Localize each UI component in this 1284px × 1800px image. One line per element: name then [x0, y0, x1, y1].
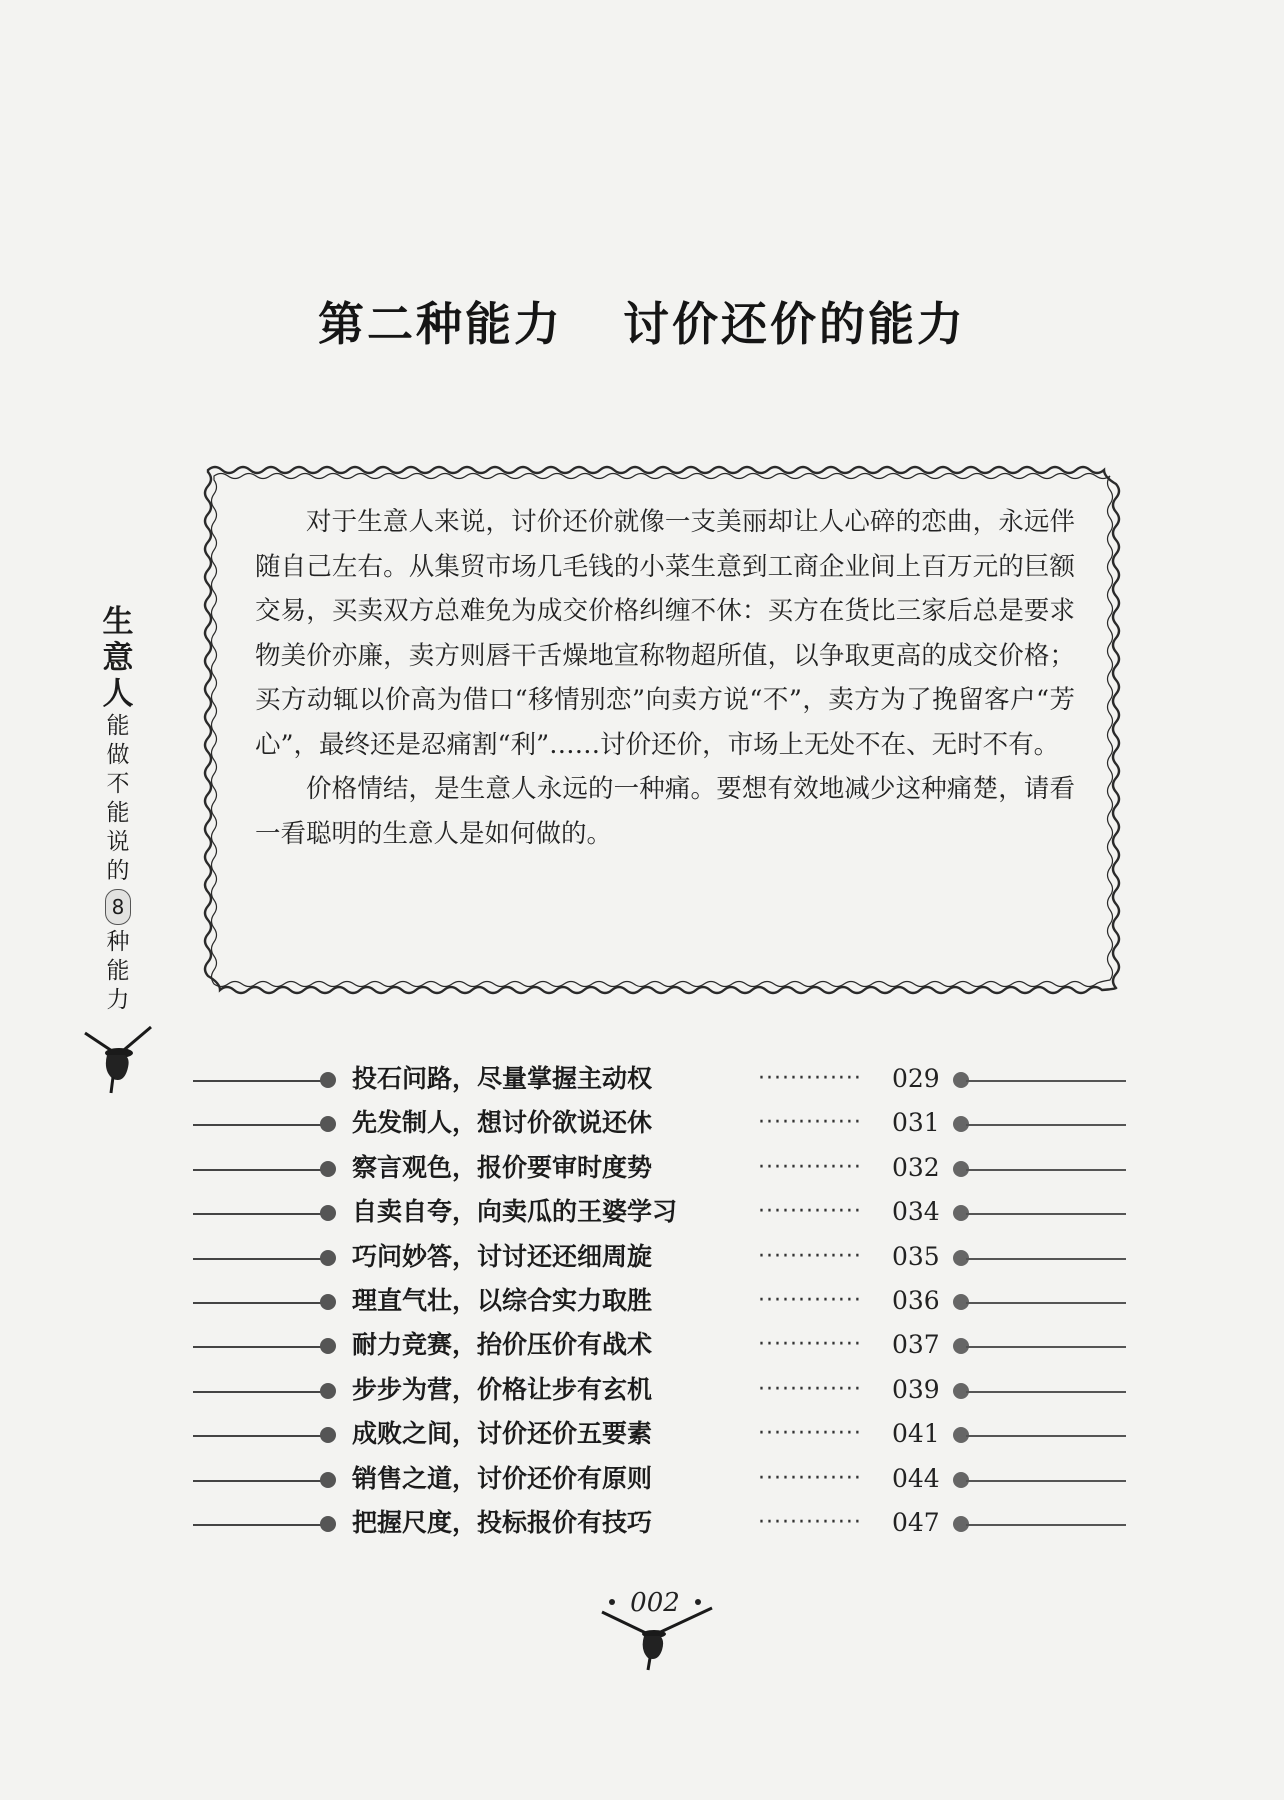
toc-leader: ·············	[758, 1288, 862, 1313]
toc-entry[interactable]	[0, 1059, 1284, 1103]
page-footer	[590, 1588, 720, 1678]
toc-rule-left	[193, 1169, 323, 1171]
toc-entry[interactable]	[0, 1414, 1284, 1458]
toc-rule-right	[966, 1258, 1126, 1260]
toc-page-number: 036	[892, 1286, 940, 1315]
toc-rule-right	[966, 1213, 1126, 1215]
toc-title: 察言观色，报价要审时度势	[352, 1152, 653, 1182]
bullet-dot-icon	[320, 1205, 336, 1221]
toc-title: 先发制人，想讨价欲说还休	[352, 1108, 653, 1138]
toc-title: 投石问路，尽量掌握主动权	[352, 1064, 653, 1093]
toc-page-number: 034	[892, 1197, 940, 1227]
toc-leader: ·············	[758, 1510, 862, 1535]
page-number: 002	[630, 1588, 680, 1618]
toc-title: 步步为营，价格让步有玄机	[352, 1374, 653, 1404]
book-series-title	[96, 604, 140, 1095]
toc-title: 理直气壮，以综合实力取胜	[352, 1286, 653, 1315]
intro-paragraph-1: 对于生意人来说，讨价还价就像一支美丽却让人心碎的恋曲，永远伴随自己左右。从集贸市场几毛钱的小菜生意到工商企业间上百万元的巨额交易，买卖双方总难免为成交价格纠缠不休：买方在货比三家后总是要求物美价亦廉，卖方则唇干舌燥地宣称物超所值，以争取更高的成交价格；买方动辄以价高为借口“移情别恋”向卖方说“不”，卖方为了挽留客户“芳心”，最终还是忍痛割“利”……讨价还价，市场上无处不在、无时不有。	[255, 507, 1075, 760]
toc-rule-right	[966, 1080, 1126, 1082]
toc-leader: ·············	[758, 1243, 862, 1269]
spine-char: 说	[106, 829, 130, 855]
toc-rule-right	[966, 1524, 1126, 1526]
toc-rule-left	[193, 1346, 323, 1348]
toc-page-number: 032	[892, 1152, 940, 1182]
intro-paragraph-2: 价格情结，是生意人永远的一种痛。要想有效地减少这种痛楚，请看一看聪明的生意人是如何做的。	[255, 774, 1075, 849]
toc-title: 把握尺度，投标报价有技巧	[352, 1508, 653, 1537]
toc-title: 巧问妙答，讨讨还还细周旋	[352, 1241, 653, 1271]
chapter-title	[0, 288, 1284, 354]
toc-rule-left	[193, 1302, 323, 1304]
toc-entry[interactable]	[0, 1148, 1284, 1192]
spine-char: 种	[106, 929, 130, 955]
bullet-dot-icon	[320, 1161, 336, 1177]
toc-rule-left	[193, 1391, 323, 1393]
toc-leader: ·············	[758, 1376, 862, 1402]
toc-rule-left	[193, 1124, 323, 1126]
spine-number-badge: 8	[105, 889, 131, 925]
toc-entry[interactable]	[0, 1103, 1284, 1147]
toc-entry[interactable]	[0, 1503, 1284, 1547]
spine-char: 能	[106, 713, 130, 739]
bullet-dot-icon	[320, 1072, 336, 1088]
toc-entry[interactable]	[0, 1325, 1284, 1369]
toc-title: 成败之间，讨价还价五要素	[352, 1419, 653, 1449]
intro-text	[255, 500, 1075, 856]
toc-page-number: 044	[892, 1463, 940, 1493]
toc-title: 耐力竞赛，抬价压价有战术	[352, 1330, 653, 1360]
spine-char: 意	[102, 640, 134, 676]
toc-title: 自卖自夸，向卖瓜的王婆学习	[352, 1197, 678, 1227]
toc-page-number: 039	[892, 1374, 940, 1404]
toc-entry[interactable]	[0, 1237, 1284, 1281]
toc-rule-left	[193, 1480, 323, 1482]
hat-figure-icon	[590, 1588, 720, 1678]
spine-char: 做	[106, 742, 130, 768]
toc-rule-right	[966, 1480, 1126, 1482]
toc-leader: ·············	[758, 1465, 862, 1491]
toc-rule-right	[966, 1435, 1126, 1437]
toc-rule-right	[966, 1391, 1126, 1393]
toc-entry[interactable]	[0, 1370, 1284, 1414]
toc-leader: ·············	[758, 1110, 862, 1136]
spine-char: 生	[102, 604, 134, 640]
toc-page-number: 035	[892, 1241, 940, 1271]
toc-rule-left	[193, 1258, 323, 1260]
spine-char: 力	[106, 987, 130, 1013]
toc-page-number: 029	[892, 1064, 940, 1093]
toc-rule-left	[193, 1213, 323, 1215]
bullet-dot-icon	[320, 1294, 336, 1310]
toc-rule-left	[193, 1435, 323, 1437]
toc-entry[interactable]	[0, 1459, 1284, 1503]
toc-rule-left	[193, 1524, 323, 1526]
bullet-dot-icon	[320, 1250, 336, 1266]
toc-page-number: 047	[892, 1508, 940, 1537]
bullet-dot-icon	[320, 1116, 336, 1132]
bullet-dot-icon	[320, 1338, 336, 1354]
spine-char: 能	[106, 800, 130, 826]
toc-leader: ·············	[758, 1066, 862, 1091]
spine-char: 不	[106, 771, 130, 797]
toc-rule-right	[966, 1169, 1126, 1171]
toc-page-number: 037	[892, 1330, 940, 1360]
toc-entry[interactable]	[0, 1281, 1284, 1325]
toc-page-number: 041	[892, 1419, 940, 1449]
toc-rule-right	[966, 1346, 1126, 1348]
toc-entry[interactable]	[0, 1192, 1284, 1236]
spine-char: 人	[102, 676, 134, 712]
toc-leader: ·············	[758, 1199, 862, 1225]
intro-box	[200, 462, 1124, 998]
toc-leader: ·············	[758, 1332, 862, 1358]
toc-page-number: 031	[892, 1108, 940, 1138]
toc-leader: ·············	[758, 1154, 862, 1180]
toc-title: 销售之道，讨价还价有原则	[352, 1463, 653, 1493]
chapter-name: 讨价还价的能力	[623, 297, 966, 351]
bullet-dot-icon	[320, 1383, 336, 1399]
toc-rule-right	[966, 1124, 1126, 1126]
chapter-number-title: 第二种能力	[318, 297, 563, 351]
toc-rule-left	[193, 1080, 323, 1082]
bullet-dot-icon	[320, 1516, 336, 1532]
bullet-dot-icon	[320, 1427, 336, 1443]
toc-leader: ·············	[758, 1421, 862, 1447]
bullet-dot-icon	[320, 1472, 336, 1488]
spine-char: 的	[106, 858, 130, 884]
spine-char: 能	[106, 958, 130, 984]
toc-rule-right	[966, 1302, 1126, 1304]
